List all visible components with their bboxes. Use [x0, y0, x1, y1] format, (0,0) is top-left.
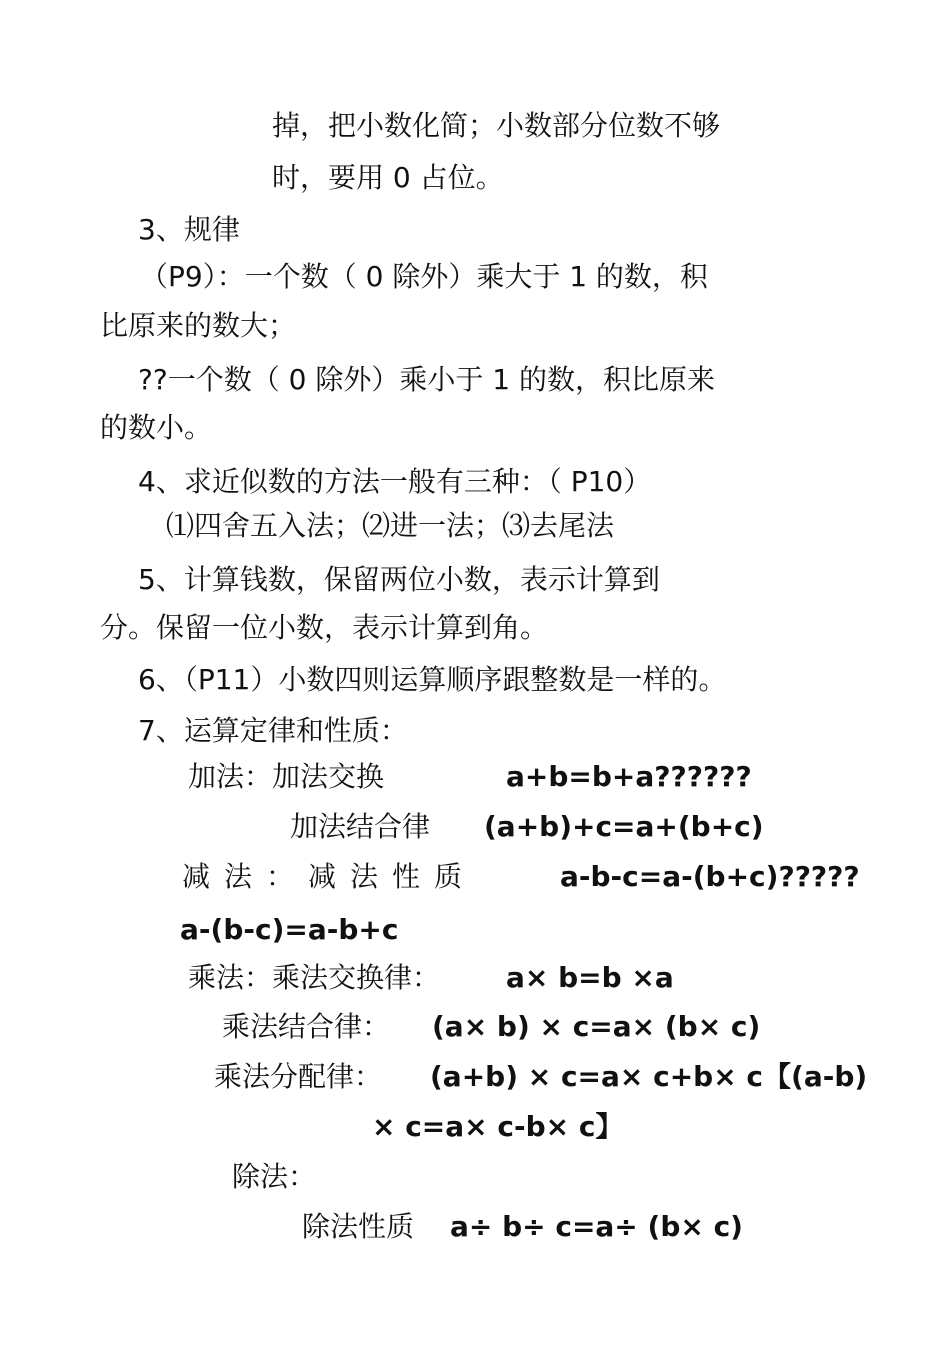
addition-label: 加法：加法交换	[188, 760, 385, 793]
division-property-formula: a÷ b÷ c=a÷ (b× c)	[450, 1210, 743, 1243]
multiplication-distributive-label: 乘法分配律：	[214, 1060, 383, 1093]
multiplication-label: 乘法：乘法交换律：	[188, 961, 441, 994]
text-line: 的数小。	[100, 411, 213, 444]
section-heading: 3、规律	[138, 213, 240, 246]
subtraction-label: 减法：减法性质	[182, 860, 477, 893]
division-property-label: 除法性质	[302, 1210, 415, 1243]
addition-associative-formula: (a+b)+c=a+(b+c)	[484, 810, 764, 843]
subtraction-formula-2: a-(b-c)=a-b+c	[180, 913, 399, 946]
section-heading: 7、运算定律和性质：	[138, 714, 408, 747]
text-line: （P9）：一个数（ 0 除外）乘大于 1 的数，积	[140, 260, 708, 293]
division-label: 除法：	[232, 1160, 317, 1193]
text-line: ??一个数（ 0 除外）乘小于 1 的数，积比原来	[138, 363, 715, 396]
addition-commutative-formula: a+b=b+a??????	[506, 760, 752, 793]
subtraction-formula: a-b-c=a-(b+c)?????	[560, 860, 860, 893]
text-line: 掉，把小数化简；小数部分位数不够	[272, 109, 721, 142]
multiplication-associative-formula: (a× b) × c=a× (b× c)	[432, 1010, 761, 1043]
multiplication-distributive-formula: (a+b) × c=a× c+b× c【(a-b)	[430, 1060, 868, 1093]
section-heading: 4、求近似数的方法一般有三种：（ P10）	[138, 465, 652, 498]
text-line: 分。保留一位小数，表示计算到角。	[100, 611, 549, 644]
text-line: 比原来的数大；	[100, 309, 297, 342]
multiplication-distributive-formula-2: × c=a× c-b× c】	[372, 1110, 624, 1143]
section-heading: 5、计算钱数，保留两位小数，表示计算到	[138, 563, 660, 596]
multiplication-associative-label: 乘法结合律：	[222, 1010, 391, 1043]
addition-associative-label: 加法结合律	[290, 810, 431, 843]
section-heading: 6、（P11）小数四则运算顺序跟整数是一样的。	[138, 663, 727, 696]
text-line: ⑴四舍五入法；⑵进一法；⑶去尾法	[166, 509, 615, 542]
multiplication-commutative-formula: a× b=b ×a	[506, 961, 674, 994]
text-line: 时，要用 0 占位。	[272, 161, 504, 194]
